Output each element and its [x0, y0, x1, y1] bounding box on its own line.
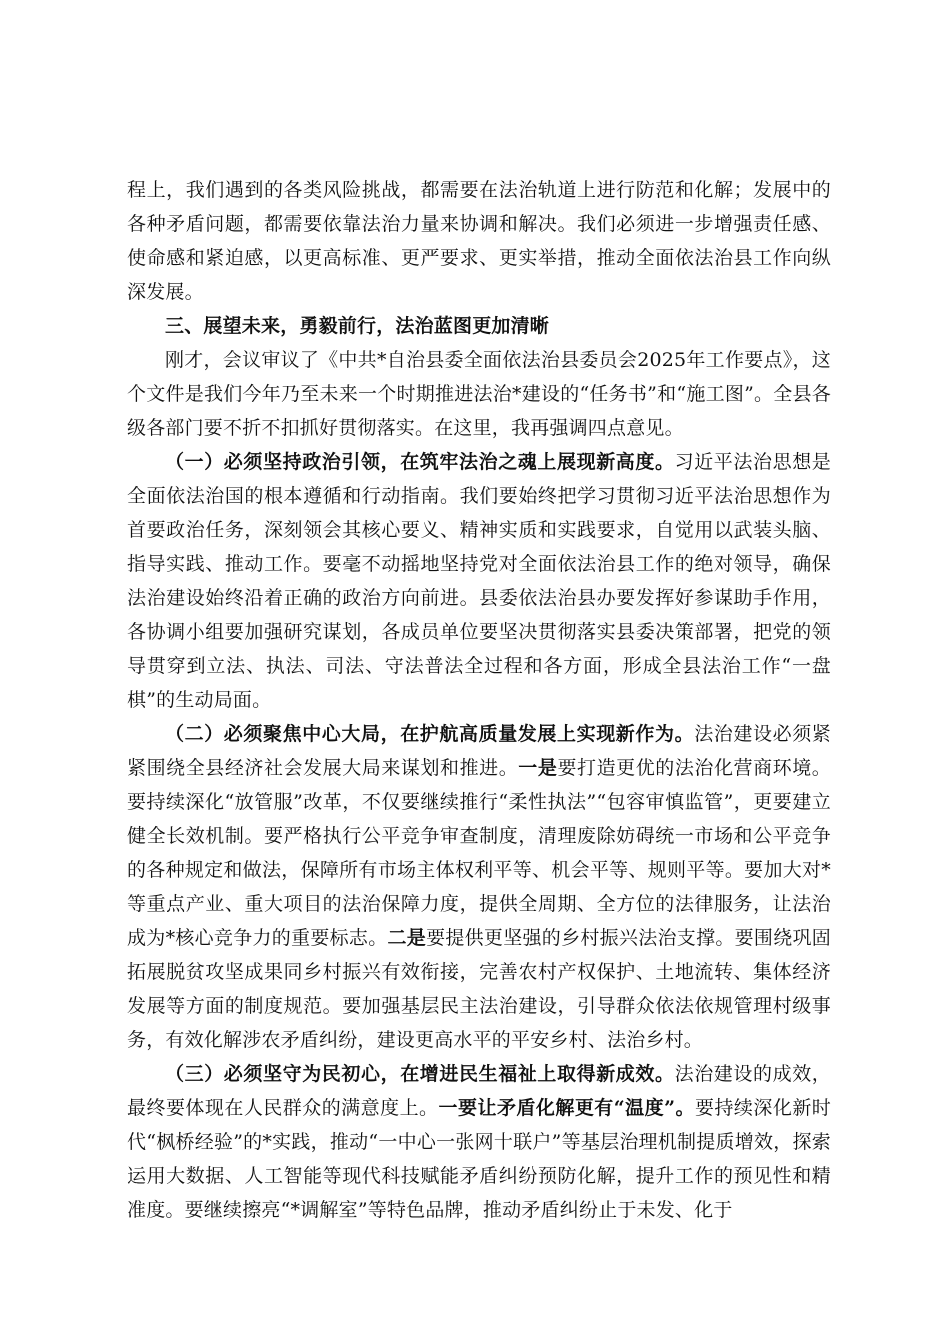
item-2-heading: （二）必须聚焦中心大局，在护航高质量发展上实现新作为。 [165, 723, 695, 745]
item-1-body: 习近平法治思想是全面依法治国的根本遵循和行动指南。我们要始终把学习贯彻习近平法治思想作为首要政治任务，深刻领会其核心要义、精神实质和实践要求，自觉用以武装头脑、指导实践、推动工作。要毫不动摇地坚持党对全面依法治县工作的绝对领导，确保法治建设始终沿着正确的政治方向前进。县委依法治县办要发挥好参谋助手作用，各协调小组要加强研究谋划，各成员单位要坚决贯彻落实县委决策部署，把党的领导贯穿到立法、执法、司法、守法普法全过程和各方面，形成全县法治工作“一盘棋”的生动局面。 [127, 451, 831, 711]
item-2-point-1-body: 要打造更优的法治化营商环境。要持续深化“放管服”改革，不仅要继续推行“柔性执法”“包容审慎监管”，更要建立健全长效机制。要严格执行公平竞争审查制度，清理废除妨碍统一市场和公平竞争的各种规定和做法，保障所有市场主体权利平等、机会平等、规则平等。要加大对*等重点产业、重大项目的法治保障力度，提供全周期、全方位的法律服务，让法治成为*核心竞争力的重要标志。 [127, 757, 831, 949]
item-3-paragraph [127, 1057, 831, 1227]
document-page [127, 173, 831, 1227]
item-3-point-1-marker: 一要让矛盾化解更有“温度”。 [438, 1097, 695, 1119]
item-2-point-1-marker: 一是 [518, 757, 558, 779]
item-2-point-2-body: 要提供更坚强的乡村振兴法治支撑。要围绕巩固拓展脱贫攻坚成果同乡村振兴有效衔接，完善农村产权保护、土地流转、集体经济发展等方面的制度规范。要加强基层民主法治建设，引导群众依法依规管理村级事务，有效化解涉农矛盾纠纷，建设更高水平的平安乡村、法治乡村。 [127, 927, 831, 1051]
paragraph-meeting-review: 刚才，会议审议了《中共*自治县委全面依法治县委员会2025年工作要点》，这个文件是我们今年乃至未来一个时期推进法治*建设的“任务书”和“施工图”。全县各级各部门要不折不扣抓好贯彻落实。在这里，我再强调四点意见。 [127, 349, 831, 439]
section-heading-3: 三、展望未来，勇毅前行，法治蓝图更加清晰 [165, 315, 550, 337]
item-2-body-intro: 法治建设必须紧紧围绕全县经济社会发展大局来谋划和推进。 [127, 723, 832, 779]
item-2-paragraph [127, 717, 831, 1057]
item-1-paragraph [127, 445, 831, 717]
item-2-point-2-marker: 二是 [387, 927, 427, 949]
item-3-heading: （三）必须坚守为民初心，在增进民生福祉上取得新成效。 [165, 1063, 675, 1085]
paragraph-continuation: 程上，我们遇到的各类风险挑战，都需要在法治轨道上进行防范和化解；发展中的各种矛盾问题，都需要依靠法治力量来协调和解决。我们必须进一步增强责任感、使命感和紧迫感，以更高标准、更严要求、更实举措，推动全面依法治县工作向纵深发展。 [127, 179, 831, 303]
item-3-body-intro: 法治建设的成效，最终要体现在人民群众的满意度上。 [127, 1063, 831, 1119]
item-1-heading: （一）必须坚持政治引领，在筑牢法治之魂上展现新高度。 [165, 451, 675, 473]
item-3-point-1-body: 要持续深化新时代“枫桥经验”的*实践，推动“一中心一张网十联户”等基层治理机制提质增效，探索运用大数据、人工智能等现代科技赋能矛盾纠纷预防化解，提升工作的预见性和精准度。要继续擦亮“*调解室”等特色品牌，推动矛盾纠纷止于未发、化于 [127, 1097, 832, 1221]
